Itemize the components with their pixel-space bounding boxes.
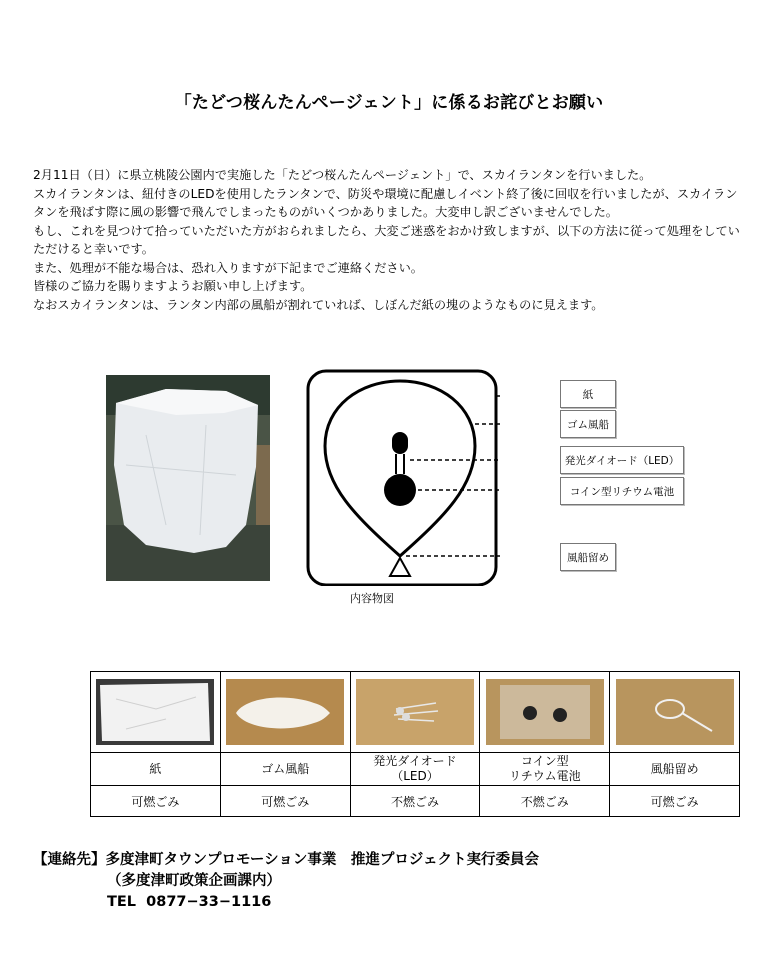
contact-line-org — [33, 850, 539, 871]
disposal-table — [90, 671, 740, 817]
diagram-caption: 内容物図 — [350, 592, 394, 605]
item-name-line2: （LED） — [391, 769, 439, 783]
cable-tie-photo-icon — [616, 679, 734, 745]
table-row-images — [91, 672, 740, 753]
contact-tel-line — [33, 892, 539, 913]
item-name-line1: 発光ダイオード — [373, 754, 457, 768]
contact-org: 多度津町タウンプロモーション事業 推進プロジェクト実行委員会 — [105, 852, 540, 868]
paragraph: スカイランタンは、紐付きのLEDを使用したランタンで、防災や環境に配慮しイベント終了後に回収を行いましたが、スカイランタンを飛ばす際に風の影響で飛んでしまったものがいくつかありました。大変申し訳ございませんでした。 — [33, 186, 738, 219]
item-name: 紙 — [91, 753, 221, 786]
table-row-categories — [91, 786, 740, 817]
callout-clip: 風船留め — [560, 543, 616, 571]
battery-shape — [384, 474, 416, 506]
item-category: 可燃ごみ — [220, 786, 350, 817]
table-row-names — [91, 753, 740, 786]
item-name-line1: コイン型 — [520, 754, 569, 768]
contact-dept: （多度津町政策企画課内） — [107, 873, 281, 889]
paragraph: なおスカイランタンは、ランタン内部の風船が割れていれば、しぼんだ紙の塊のようなものに見えます。 — [33, 297, 604, 312]
paragraph: また、処理が不能な場合は、恐れ入りますが下記までご連絡ください。 — [33, 260, 423, 275]
paragraph: 皆様のご協力を賜りますようお願い申し上げます。 — [33, 279, 313, 293]
led-shape — [392, 432, 408, 454]
item-name-line2: リチウム電池 — [508, 769, 581, 783]
item-category: 不燃ごみ — [480, 786, 610, 817]
battery-photo-icon — [486, 679, 604, 745]
paper-photo-icon — [96, 679, 214, 745]
page-title: 「たどつ桜んたんページェント」に係るお詫びとお願い — [174, 93, 604, 113]
item-category: 可燃ごみ — [610, 786, 740, 817]
led-photo-icon — [356, 679, 474, 745]
item-category: 不燃ごみ — [350, 786, 480, 817]
clip-shape — [390, 558, 410, 576]
tel-label: TEL — [107, 894, 137, 910]
notice-body — [33, 166, 745, 314]
contact-label: 【連絡先】 — [33, 852, 106, 868]
item-name — [350, 753, 480, 786]
balloon-outline — [325, 381, 475, 556]
item-name: ゴム風船 — [220, 753, 350, 786]
paragraph: もし、これを見つけて拾っていただいた方がおられましたら、大変ご迷惑をおかけ致しますが、以下の方法に従って処理をしていただけると幸いです。 — [33, 223, 740, 256]
lantern-photo — [106, 375, 270, 581]
contents-diagram — [300, 366, 500, 586]
item-name — [480, 753, 610, 786]
item-name: 風船留め — [610, 753, 740, 786]
callout-led: 発光ダイオード（LED） — [560, 446, 684, 474]
contact-block — [33, 850, 539, 913]
item-category: 可燃ごみ — [91, 786, 221, 817]
paragraph: 2月11日（日）に県立桃陵公園内で実施した「たどつ桜んたんページェント」で、スカイランタンを行いました。 — [33, 168, 652, 182]
balloon-photo-icon — [226, 679, 344, 745]
callout-paper: 紙 — [560, 380, 616, 408]
callout-battery: コイン型リチウム電池 — [560, 477, 684, 505]
callout-balloon: ゴム風船 — [560, 410, 616, 438]
tel-number: 0877−33−1116 — [146, 894, 272, 910]
